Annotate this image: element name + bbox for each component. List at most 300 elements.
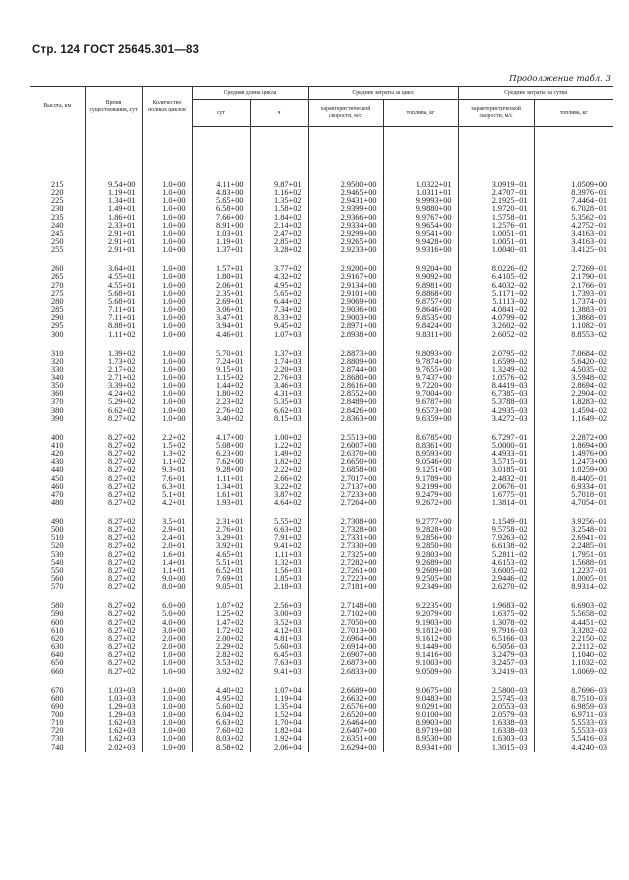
table-cell: 3.94+01 (192, 322, 250, 330)
table-cell: 7.69+01 (192, 575, 250, 583)
table-cell: 2.0795−02 (458, 350, 534, 358)
table-cell: 5.1113−02 (458, 298, 534, 306)
table-cell: 1.61+01 (192, 491, 250, 499)
table-cell: 2.5513+00 (308, 434, 383, 442)
table-cell: 9.28+00 (192, 466, 250, 474)
table-cell: 2.91+01 (85, 238, 142, 246)
table-cell: 730 (51, 734, 64, 744)
table-cell: 1.80+01 (192, 273, 250, 281)
table-cell: 690 (51, 701, 64, 711)
table-cell: 1.0051−01 (458, 230, 534, 238)
table-cell: 2.2150−02 (534, 635, 613, 643)
table-cell: 2.9500+00 (308, 181, 383, 189)
table-cell: 3.4163−01 (534, 230, 613, 238)
table-cell: 1.93+01 (192, 499, 250, 507)
table-cell: 2.0579−03 (458, 711, 534, 719)
table-cell: 9.9316+00 (383, 246, 458, 254)
table-cell: 640 (51, 650, 64, 660)
table-cell: 2.5800−03 (458, 687, 534, 695)
table-cell: 285 (51, 305, 64, 315)
table-cell: 2.8680+00 (308, 374, 383, 382)
table-cell: 4.17+00 (192, 434, 250, 442)
table-cell: 1.1549−01 (458, 518, 534, 526)
table-cell: 2.00+02 (192, 635, 250, 643)
table-cell: 8.15+03 (250, 415, 308, 423)
table-cell: 3.00+03 (250, 610, 308, 618)
table-cell: 1.5688−01 (534, 559, 613, 567)
table-cell: 5.65+00 (192, 197, 250, 205)
table-cell: 3.5948−02 (534, 374, 613, 382)
table-cell: 235 (51, 212, 64, 222)
table-cell: 4.0799−02 (458, 314, 534, 322)
table-cell: 1.6375−02 (458, 610, 534, 618)
table-cell: 4.6153−02 (458, 559, 534, 567)
table-cell: 1.0576−02 (458, 374, 534, 382)
table-cell: 9.7437+00 (383, 374, 458, 382)
table-cell: 450 (51, 473, 64, 483)
table-cell: 9.6573+00 (383, 407, 458, 415)
table-cell: 9.8757+00 (383, 298, 458, 306)
table-cell: 2.7308+00 (308, 518, 383, 526)
table-cell: 1.0040−01 (458, 246, 534, 254)
table-cell: 9.9993+00 (383, 197, 458, 205)
table-cell: 5.3788−03 (458, 398, 534, 406)
table-cell: 2.6407+00 (308, 727, 383, 735)
table-cell: 2.6294+00 (308, 744, 383, 752)
table-cell: 1.0+00 (142, 407, 192, 415)
table-cell: 6.63+02 (250, 526, 308, 534)
table-cell: 1.19+01 (85, 189, 142, 197)
table-cell: 1.0322+01 (383, 181, 458, 189)
table-cell: 8.9530+00 (383, 735, 458, 743)
table-cell: 4.31+03 (250, 390, 308, 398)
table-cell: 6.9334−01 (534, 483, 613, 491)
table-cell: 9.8424+00 (383, 322, 458, 330)
table-cell: 1.1+01 (142, 567, 192, 575)
table-cell: 1.8694+00 (534, 442, 613, 450)
table-cell: 5.08+00 (192, 442, 250, 450)
table-cell: 9.6359+00 (383, 415, 458, 423)
table-cell: 8.27+02 (85, 551, 142, 559)
table-cell: 430 (51, 457, 64, 467)
table-cell: 1.19+01 (192, 238, 250, 246)
table-cell: 9.8646+00 (383, 306, 458, 314)
table-cell: 1.3+02 (142, 450, 192, 458)
table-cell: 1.32+03 (250, 559, 308, 567)
table-cell: 2.9200+00 (308, 265, 383, 273)
header-avg-cycle: Средняя длина цикла (192, 87, 308, 100)
table-cell: 2.7050+00 (308, 619, 383, 627)
table-cell: 1.74+03 (250, 358, 308, 366)
table-cell: 2.02+03 (85, 744, 142, 752)
table-cell: 9.1416+00 (383, 651, 458, 659)
table-cell: 9.1612+00 (383, 635, 458, 643)
table-cell: 2.9+01 (142, 526, 192, 534)
table-cell: 1.7393−01 (534, 290, 613, 298)
table-cell: 9.3+01 (142, 466, 192, 474)
table-cell: 290 (51, 313, 64, 323)
table-cell: 630 (51, 642, 64, 652)
table-cell: 8.7696−03 (534, 687, 613, 695)
table-cell: 8.27+02 (85, 619, 142, 627)
table-cell: 1.82+04 (250, 727, 308, 735)
table-cell: 1.58+02 (250, 205, 308, 213)
table-cell: 3.2602−02 (458, 322, 534, 330)
table-cell: 300 (51, 329, 64, 339)
table-cell: 1.11+02 (85, 331, 142, 339)
table-cell: 1.84+02 (250, 214, 308, 222)
table-cell: 255 (51, 245, 64, 255)
table-cell: 570 (51, 582, 64, 592)
table-cell: 2.91+01 (85, 246, 142, 254)
table-header (30, 87, 613, 127)
table-cell: 6.5166−03 (458, 635, 534, 643)
table-cell: 3.28+02 (250, 246, 308, 254)
table-cell: 1.6+01 (142, 551, 192, 559)
table-cell: 9.1449+00 (383, 643, 458, 651)
table-cell: 1.0+00 (142, 298, 192, 306)
table-cell: 530 (51, 549, 64, 559)
table-cell: 1.44+02 (192, 382, 250, 390)
table-cell: 2.1766−01 (534, 282, 613, 290)
table-cell: 2.6576+00 (308, 703, 383, 711)
table-cell: 8.27+02 (85, 475, 142, 483)
table-cell: 2.0553−03 (458, 703, 534, 711)
table-cell: 2.9334+00 (308, 222, 383, 230)
table-cell: 1.35+04 (250, 703, 308, 711)
table-cell: 8.8361+00 (383, 442, 458, 450)
table-cell: 7.63+03 (250, 659, 308, 667)
table-cell: 1.11+03 (250, 551, 308, 559)
table-cell: 1.6599−02 (458, 358, 534, 366)
table-cell: 240 (51, 220, 64, 230)
table-cell: 2.23+02 (192, 398, 250, 406)
table-cell: 2.20+03 (250, 366, 308, 374)
table-cell: 1.0+00 (142, 735, 192, 743)
table-cell: 6.5056−03 (458, 643, 534, 651)
table-cell: 8.27+02 (85, 499, 142, 507)
table-cell: 1.25+02 (192, 610, 250, 618)
header-height: Высота, км (30, 87, 85, 127)
table-cell: 1.0+00 (142, 374, 192, 382)
table-cell: 490 (51, 517, 64, 526)
table-cell: 2.31+01 (192, 518, 250, 526)
table-cell: 6.23+00 (192, 450, 250, 458)
table-cell: 9.0+00 (142, 575, 192, 583)
table-cell: 1.03+03 (85, 695, 142, 703)
table-cell: 9.2609+00 (383, 567, 458, 575)
spacer-row (30, 127, 613, 182)
table-cell: 7.4464−01 (534, 197, 613, 205)
table-cell: 370 (51, 397, 64, 407)
table-cell: 2.7264+00 (308, 499, 383, 507)
table-cell: 3.53+02 (192, 659, 250, 667)
table-cell: 1.57+01 (192, 265, 250, 273)
table-cell: 1.3078−02 (458, 619, 534, 627)
table-cell: 5.2811−02 (458, 551, 534, 559)
table-cell: 8.58+02 (192, 744, 250, 752)
table-cell: 2.6351+00 (308, 735, 383, 743)
table-cell: 9.0100+00 (383, 711, 458, 719)
table-cell: 1.52+04 (250, 711, 308, 719)
table-cell: 1.0509+00 (534, 181, 613, 189)
table-cell: 2.9069+00 (308, 298, 383, 306)
table-cell: 6.0+00 (142, 602, 192, 610)
table-cell: 720 (51, 726, 64, 736)
table-cell: 8.27+02 (85, 450, 142, 458)
table-cell: 2.1925−01 (458, 197, 534, 205)
table-cell: 2.0+01 (142, 542, 192, 550)
table-cell: 1.5758−01 (458, 214, 534, 222)
table-row (30, 668, 613, 676)
table-cell: 1.0+00 (142, 659, 192, 667)
table-cell: 215 (51, 180, 64, 189)
table-cell: 1.2576−01 (458, 222, 534, 230)
table-cell: 1.4+01 (142, 559, 192, 567)
table-cell: 2.66+02 (250, 475, 308, 483)
table-cell: 1.35+02 (250, 197, 308, 205)
table-cell: 9.1789+00 (383, 475, 458, 483)
header-daily-cost: Средние затраты за сутки (458, 87, 613, 100)
table-cell: 1.0+00 (142, 322, 192, 330)
table-cell: 2.2+02 (142, 434, 192, 442)
table-cell: 9.0291+00 (383, 703, 458, 711)
table-row (30, 744, 613, 752)
table-cell: 2.0+00 (142, 643, 192, 651)
table-cell: 9.9428+00 (383, 238, 458, 246)
table-cell: 4.0841−02 (458, 306, 534, 314)
table-cell: 1.1032−02 (534, 659, 613, 667)
table-cell: 2.2872+00 (534, 434, 613, 442)
header-avg-cycle-hours: ч (250, 100, 308, 127)
table-cell: 1.49+01 (85, 205, 142, 213)
table-cell: 1.0+00 (142, 651, 192, 659)
table-cell: 9.9654+00 (383, 222, 458, 230)
table-cell: 8.27+02 (85, 466, 142, 474)
table-cell: 4.65+01 (192, 551, 250, 559)
table-cell: 8.27+02 (85, 458, 142, 466)
table-cell: 2.6914+00 (308, 643, 383, 651)
table-cell: 4.32+02 (250, 273, 308, 281)
table-cell: 270 (51, 280, 64, 290)
table-cell: 1.8283−02 (534, 398, 613, 406)
table-cell: 1.7374−01 (534, 298, 613, 306)
table-cell: 1.0+00 (142, 668, 192, 676)
table-cell: 9.0509+00 (383, 668, 458, 676)
table-cell: 1.0+00 (142, 744, 192, 752)
table-cell: 8.27+02 (85, 602, 142, 610)
table-cell: 1.07+03 (250, 331, 308, 339)
table-cell: 3.77+02 (250, 265, 308, 273)
table-cell: 2.76+02 (192, 407, 250, 415)
table-cell: 550 (51, 565, 64, 575)
table-row (30, 583, 613, 591)
table-cell: 1.19+04 (250, 695, 308, 703)
table-cell: 3.4125−01 (534, 246, 613, 254)
table-cell: 9.05+01 (192, 583, 250, 591)
table-cell: 2.6520+00 (308, 711, 383, 719)
table-cell: 6.45+03 (250, 651, 308, 659)
table-cell: 6.04+02 (192, 711, 250, 719)
table-cell: 710 (51, 718, 64, 728)
table-cell: 8.27+02 (85, 526, 142, 534)
table-cell: 9.8093+00 (383, 350, 458, 358)
table-cell: 4.11+00 (192, 181, 250, 189)
table-cell: 5.5658−02 (534, 610, 613, 618)
table-cell: 2.29+02 (192, 643, 250, 651)
table-cell: 8.9593+00 (383, 450, 458, 458)
table-cell: 340 (51, 372, 64, 382)
table-cell: 9.8981+00 (383, 282, 458, 290)
table-cell: 8.27+02 (85, 575, 142, 583)
table-cell: 1.16+02 (250, 189, 308, 197)
table-cell: 1.0311+01 (383, 189, 458, 197)
header-avg-cycle-days: сут (192, 100, 250, 127)
table-cell: 7.11+01 (85, 306, 142, 314)
table-cell: 1.0+00 (142, 350, 192, 358)
table-cell: 2.8971+00 (308, 322, 383, 330)
table-cell: 3.4163−01 (534, 238, 613, 246)
table-cell: 390 (51, 413, 64, 423)
table-cell: 1.22+02 (250, 442, 308, 450)
table-cell: 9.9204+00 (383, 265, 458, 273)
table-cell: 2.6689+00 (308, 687, 383, 695)
table-cell: 4.5035−02 (534, 366, 613, 374)
table-cell: 265 (51, 272, 64, 282)
table-cell: 3.06+01 (192, 306, 250, 314)
table-cell: 9.2672+00 (383, 499, 458, 507)
table-cell: 3.87+02 (250, 491, 308, 499)
table-cell: 1.2237−01 (534, 567, 613, 575)
table-cell: 9.5758−02 (458, 526, 534, 534)
table-cell: 560 (51, 574, 64, 584)
table-cell: 1.1+02 (142, 458, 192, 466)
table-cell: 1.3883−01 (534, 306, 613, 314)
table-cell: 320 (51, 356, 64, 366)
table-cell: 3.92+02 (192, 668, 250, 676)
table-cell: 2.8873+00 (308, 350, 383, 358)
header-cycle-cost: Средние затраты за цикл (308, 87, 458, 100)
table-cell: 9.7916−03 (458, 627, 534, 635)
table-cell: 2.6941−01 (534, 534, 613, 542)
table-cell: 2.14+02 (250, 222, 308, 230)
table-cell: 1.0+00 (142, 358, 192, 366)
table-cell: 1.0+00 (142, 398, 192, 406)
table-cell: 2.7223+00 (308, 575, 383, 583)
table-cell: 2.0+00 (142, 635, 192, 643)
table-cell: 9.2479+00 (383, 491, 458, 499)
table-cell: 4.64+02 (250, 499, 308, 507)
table-cell: 8.27+02 (85, 668, 142, 676)
table-cell: 8.27+02 (85, 559, 142, 567)
table-cell: 310 (51, 348, 64, 358)
table-cell: 1.0+00 (142, 265, 192, 273)
table-cell: 740 (51, 742, 64, 752)
table-cell: 650 (51, 658, 64, 668)
table-cell: 2.6052−02 (458, 331, 534, 339)
table-cell: 1.0+00 (142, 711, 192, 719)
table-cell: 6.62+03 (250, 407, 308, 415)
table-cell: 275 (51, 288, 64, 298)
table-cell: 260 (51, 264, 64, 274)
table-cell: 1.56+03 (250, 567, 308, 575)
table-cell: 6.62+02 (85, 407, 142, 415)
table-cell: 8.6785+00 (383, 434, 458, 442)
table-cell: 2.47+02 (250, 230, 308, 238)
table-cell: 8.27+02 (85, 610, 142, 618)
table-cell: 500 (51, 525, 64, 535)
table-cell: 2.7148+00 (308, 602, 383, 610)
table-cell: 1.0+00 (142, 238, 192, 246)
table-cell: 2.9465+00 (308, 189, 383, 197)
table-cell: 9.0483+00 (383, 695, 458, 703)
table-cell: 4.4451−02 (534, 619, 613, 627)
table-cell: 6.3+01 (142, 483, 192, 491)
table-cell: 9.1812+00 (383, 627, 458, 635)
table-cell: 2.7282+00 (308, 559, 383, 567)
table-cell: 6.52+01 (192, 567, 250, 575)
group-spacer-row (30, 339, 613, 350)
table-cell: 2.35+01 (192, 290, 250, 298)
table-cell: 8.03+02 (192, 735, 250, 743)
table-cell: 5.5533−03 (534, 727, 613, 735)
table-cell: 2.9134+00 (308, 282, 383, 290)
table-cell: 2.06+04 (250, 744, 308, 752)
table-cell: 8.7510−03 (534, 695, 613, 703)
table-cell: 1.3868−01 (534, 314, 613, 322)
table-cell: 8.0226−02 (458, 265, 534, 273)
table-cell: 1.0+00 (142, 189, 192, 197)
table-cell: 2.8552+00 (308, 390, 383, 398)
table-cell: 460 (51, 481, 64, 491)
table-cell: 7.11+01 (85, 314, 142, 322)
table-cell: 4.40+02 (192, 687, 250, 695)
table-cell: 2.7017+00 (308, 475, 383, 483)
table-body (30, 127, 613, 752)
table-cell: 5.68+01 (85, 290, 142, 298)
table-cell: 8.27+02 (85, 491, 142, 499)
table-cell: 4.95+02 (250, 282, 308, 290)
table-cell: 470 (51, 489, 64, 499)
table-cell: 1.7951−01 (534, 551, 613, 559)
table-cell: 2.2904−02 (534, 390, 613, 398)
table-cell: 4.95+02 (192, 695, 250, 703)
table-cell: 8.27+02 (85, 651, 142, 659)
table-cell: 2.8426+00 (308, 407, 383, 415)
table-cell: 2.33+01 (85, 222, 142, 230)
table-cell: 4.2935−03 (458, 407, 534, 415)
table-cell: 1.62+03 (85, 719, 142, 727)
table-row (30, 331, 613, 339)
table-cell: 245 (51, 228, 64, 238)
table-cell: 1.70+04 (250, 719, 308, 727)
table-cell: 4.2+01 (142, 499, 192, 507)
table-cell: 2.9446−02 (458, 575, 534, 583)
table-cell: 9.1003+00 (383, 659, 458, 667)
table-cell: 3.52+03 (250, 619, 308, 627)
table-cell: 1.0+00 (142, 273, 192, 281)
table-cell: 1.0+00 (142, 382, 192, 390)
table-cell: 2.6464+00 (308, 719, 383, 727)
table-cell: 1.0+00 (142, 331, 192, 339)
table-cell: 4.0+00 (142, 619, 192, 627)
table-cell: 9.8535+00 (383, 314, 458, 322)
table-cell: 2.7233+00 (308, 491, 383, 499)
table-cell: 5.1+01 (142, 491, 192, 499)
table-cell: 2.7261+00 (308, 567, 383, 575)
table-cell: 3.39+02 (85, 382, 142, 390)
table-cell: 620 (51, 633, 64, 643)
